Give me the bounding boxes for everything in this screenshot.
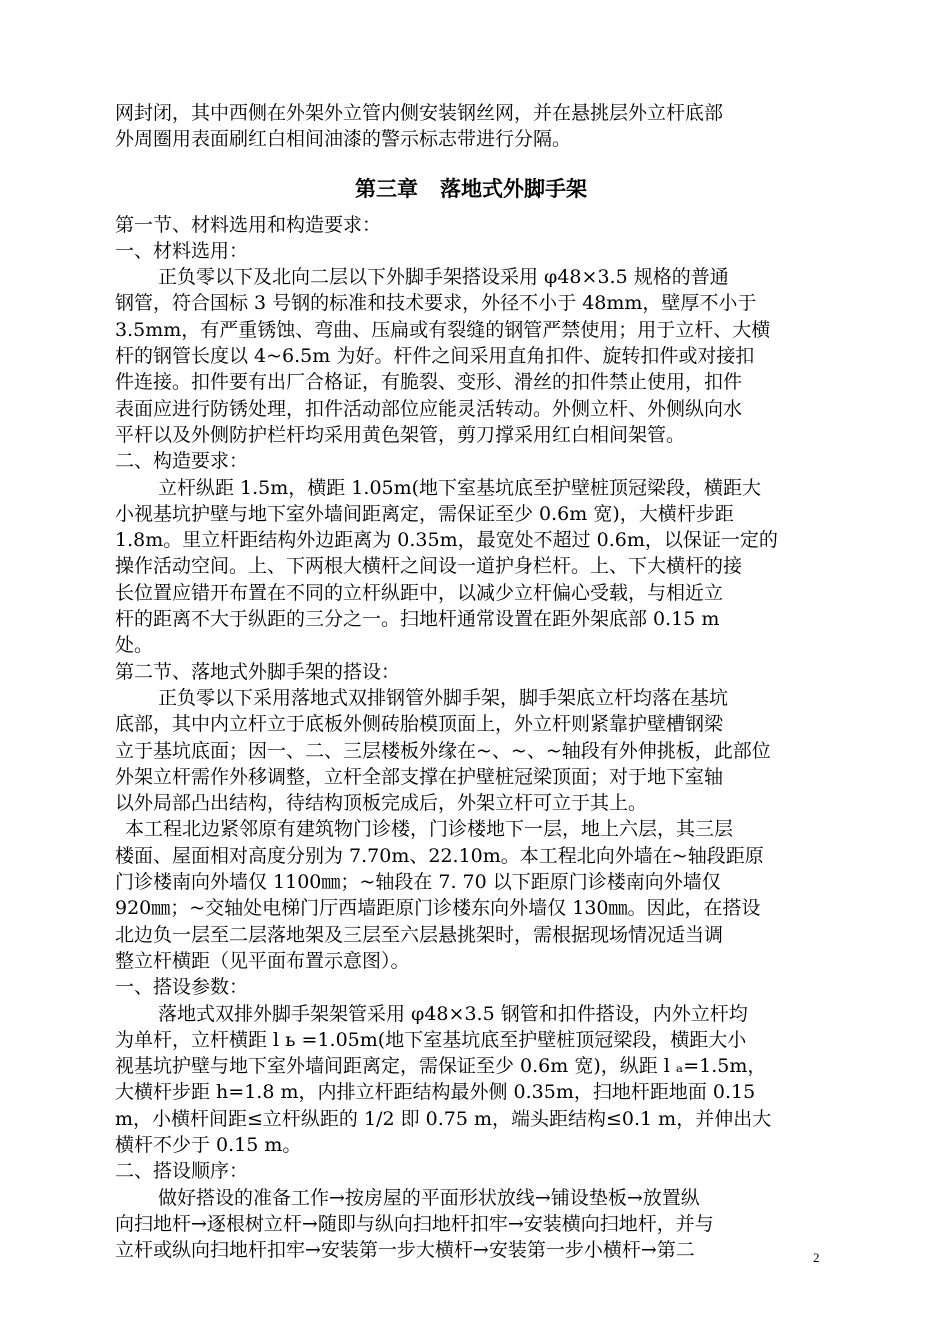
body-text-line: 落地式双排外脚手架架管采用 φ48×3.5 钢管和扣件搭设，内外立杆均 <box>158 1002 748 1025</box>
body-text-line: 做好搭设的准备工作→按房屋的平面形状放线→铺设垫板→放置纵 <box>158 1186 700 1209</box>
body-text-line: 3.5mm，有严重锈蚀、弯曲、压扁或有裂缝的钢管严禁使用；用于立杆、大横 <box>115 318 771 341</box>
subsection-title: 一、搭设参数： <box>115 976 249 999</box>
document-page <box>115 100 827 1263</box>
body-text-line: 平杆以及外侧防护栏杆均采用黄色架管，剪刀撑采用红白相间架管。 <box>115 423 686 446</box>
body-text-line: 钢管，符合国标 3 号钢的标准和技术要求，外径不小于 48mm，壁厚不小于 <box>115 292 757 315</box>
subsection-title: 二、搭设顺序： <box>115 1160 249 1183</box>
body-text-line: 920㎜；~交轴处电梯门厅西墙距原门诊楼东向外墙仅 130㎜。因此，在搭设 <box>115 897 761 920</box>
body-text-line: m，小横杆间距≤立杆纵距的 1/2 即 0.75 m，端头距结构≤0.1 m，并伸出大 <box>115 1107 772 1130</box>
body-text-line: 长位置应错开布置在不同的立杆纵距中，以减少立杆偏心受载，与相近立 <box>115 581 724 604</box>
body-text-line: 外周圈用表面刷红白相间油漆的警示标志带进行分隔。 <box>115 128 572 151</box>
body-text-line: 以外局部凸出结构，待结构顶板完成后，外架立杆可立于其上。 <box>115 792 648 815</box>
body-text-line: 杆的距离不大于纵距的三分之一。扫地杆通常设置在距外架底部 0.15 m <box>115 608 720 631</box>
body-text-line: 横杆不少于 0.15 m。 <box>115 1133 302 1156</box>
subsection-title: 一、材料选用： <box>115 239 249 262</box>
chapter-title: 第三章 落地式外脚手架 <box>355 175 587 201</box>
body-text-line: 整立杆横距（见平面布置示意图）。 <box>115 949 410 972</box>
body-text-line: 杆的钢管长度以 4~6.5m 为好。杆件之间采用直角扣件、旋转扣件或对接扣 <box>115 345 755 368</box>
body-text-line: 立杆纵距 1.5m，横距 1.05m(地下室基坑底至护壁桩顶冠梁段，横距大 <box>158 476 762 499</box>
body-text-line: 操作活动空间。上、下两根大横杆之间设一道护身栏杆。上、下大横杆的接 <box>115 555 743 578</box>
body-text-line: 小视基坑护壁与地下室外墙间距离定，需保证至少 0.6m 宽)，大横杆步距 <box>115 502 734 525</box>
page-number: 2 <box>813 1250 820 1265</box>
body-text-line: 表面应进行防锈处理，扣件活动部位应能灵活转动。外侧立杆、外侧纵向水 <box>115 397 743 420</box>
body-text-line: 处。 <box>115 634 154 657</box>
body-text-line: 向扫地杆→逐根树立杆→随即与纵向扫地杆扣牢→安装横向扫地杆，并与 <box>115 1212 714 1235</box>
body-text-line: 门诊楼南向外墙仅 1100㎜；~轴段在 7. 70 以下距原门诊楼南向外墙仅 <box>115 871 721 894</box>
subsection-title: 二、构造要求： <box>115 450 249 473</box>
body-text-line: 底部，其中内立杆立于底板外侧砖胎模顶面上，外立杆则紧靠护壁槽钢梁 <box>115 713 724 736</box>
body-text-line: 视基坑护壁与地下室外墙间距离定，需保证至少 0.6m 宽)，纵距 l ₐ=1.5m， <box>115 1055 767 1078</box>
body-text-line: 正负零以下采用落地式双排钢管外脚手架，脚手架底立杆均落在基坑 <box>158 686 729 709</box>
body-text-line: 1.8m。里立杆距结构外边距离为 0.35m，最宽处不超过 0.6m，以保证一定的 <box>115 529 778 552</box>
section-title: 第二节、落地式外脚手架的搭设： <box>115 660 401 683</box>
body-text-line: 为单杆，立杆横距 l ь =1.05m(地下室基坑底至护壁桩顶冠梁段，横距大小 <box>115 1028 747 1051</box>
body-text-line: 楼面、屋面相对高度分别为 7.70m、22.10m。本工程北向外墙在~轴段距原 <box>115 844 764 867</box>
body-text-line: 立杆或纵向扫地杆扣牢→安装第一步大横杆→安装第一步小横杆→第二 <box>115 1239 695 1262</box>
body-text-line: 正负零以下及北向二层以下外脚手架搭设采用 φ48×3.5 规格的普通 <box>158 266 729 289</box>
body-text-line: 北边负一层至二层落地架及三层至六层悬挑架时，需根据现场情况适当调 <box>115 923 724 946</box>
body-text-line: 外架立杆需作外移调整，立杆全部支撑在护壁桩冠梁顶面；对于地下室轴 <box>115 765 724 788</box>
body-text-line: 本工程北边紧邻原有建筑物门诊楼，门诊楼地下一层，地上六层，其三层 <box>125 818 734 841</box>
body-text-line: 网封闭，其中西侧在外架外立管内侧安装钢丝网，并在悬挑层外立杆底部 <box>115 102 724 124</box>
body-text-line: 立于基坑底面；因一、二、三层楼板外缘在~、~、~轴段有外伸挑板，此部位 <box>115 739 771 762</box>
body-text-line: 大横杆步距 h=1.8 m，内排立杆距结构最外侧 0.35m，扫地杆距地面 0.15 <box>115 1081 756 1104</box>
body-text-line: 件连接。扣件要有出厂合格证，有脆裂、变形、滑丝的扣件禁止使用，扣件 <box>115 371 743 394</box>
section-title: 第一节、材料选用和构造要求： <box>115 213 382 236</box>
